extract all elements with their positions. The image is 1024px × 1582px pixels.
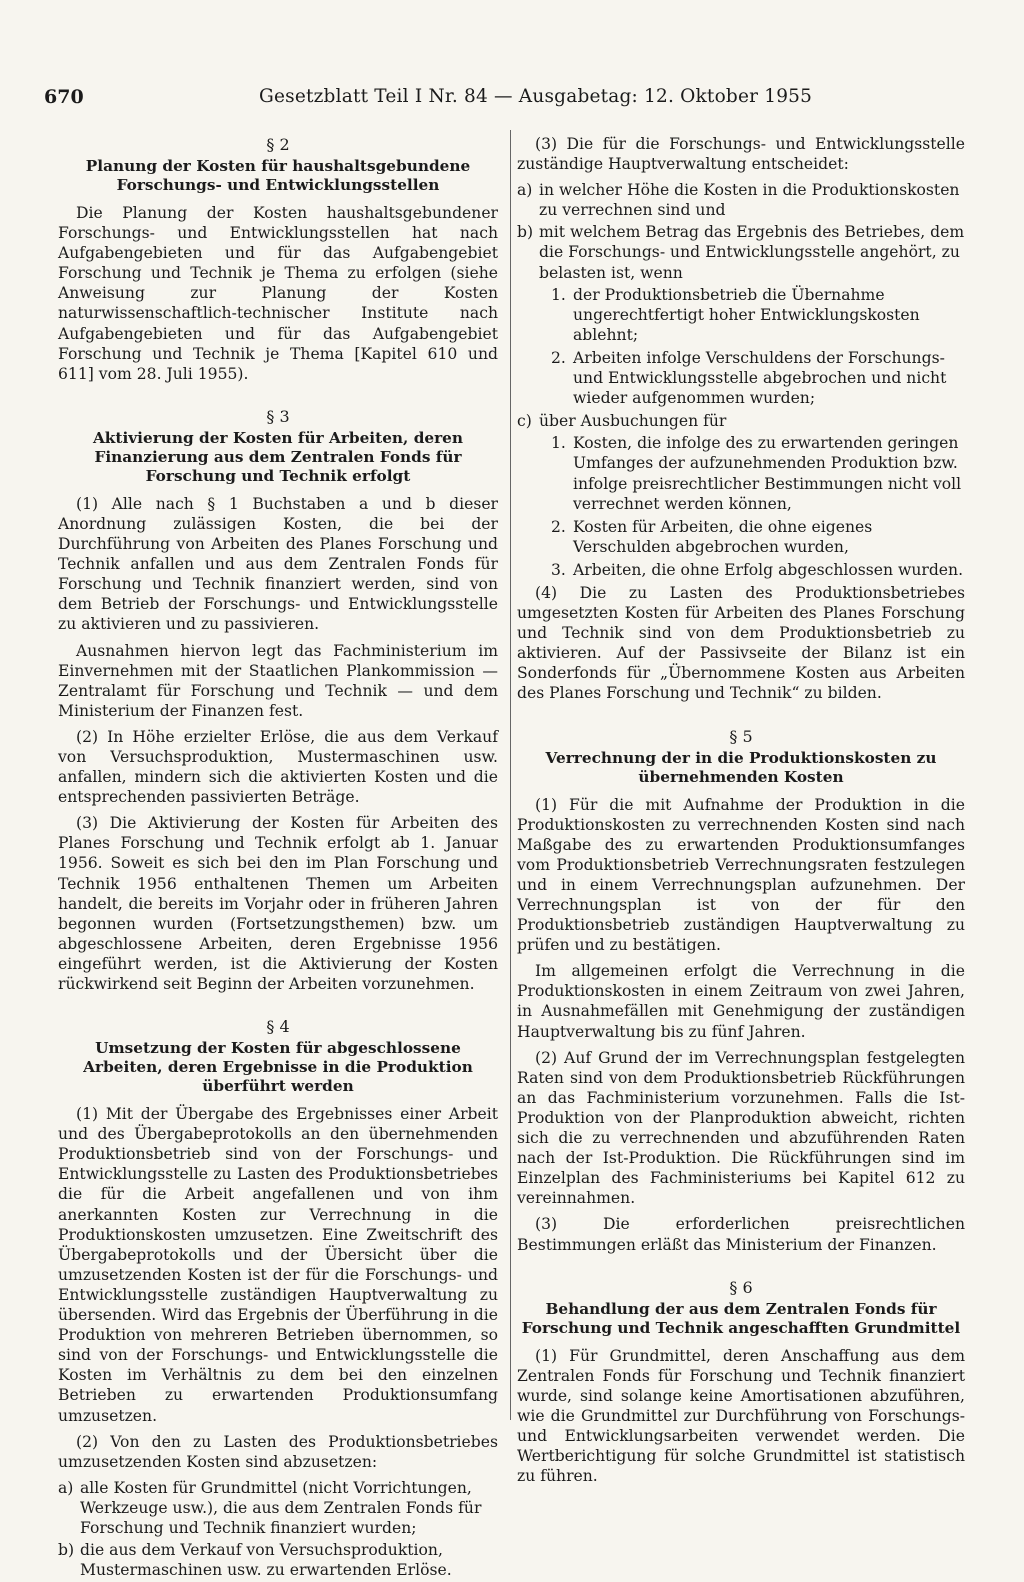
section-3-paragraph-2: Ausnahmen hiervon legt das Fachministerium im Einvernehmen mit der Staatlichen Plankommission — Zentralamt für Forschung und Technik — und dem Ministerium der Finanzen fest. [58,641,498,720]
list-label: a) [58,1478,74,1497]
list-text: Arbeiten infolge Verschuldens der Forschungs- und Entwicklungsstelle abgebrochen und nicht wieder aufgenommen wurden; [573,348,947,408]
list-text: Kosten, die infolge des zu erwartenden geringen Umfanges der aufzunehmenden Produktion bzw. infolge preisrechtlicher Bestimmungen nicht voll verrechnet werden können, [573,434,962,513]
sub-list-item [551,348,965,408]
list-text: Kosten für Arbeiten, die ohne eigenes Verschulden abgebrochen wurden, [573,517,873,556]
column-divider [510,130,511,1420]
list-label: 1. [551,285,566,304]
list-label: 3. [551,560,566,579]
section-6-heading: Behandlung der aus dem Zentralen Fonds für Forschung und Technik angeschafften Grundmittel [521,1299,961,1337]
sub-list-item [551,285,965,345]
section-2-heading: Planung der Kosten für haushaltsgebundene Forschungs- und Entwicklungsstellen [85,157,471,194]
left-column [58,134,498,1582]
sub-list-item [551,560,965,580]
section-3-number: § 3 [266,406,290,426]
section-4-heading: Umsetzung der Kosten für abgeschlossene Arbeiten, deren Ergebnisse in die Produktion überführt werden [83,1039,473,1096]
list-text: alle Kosten für Grundmittel (nicht Vorrichtungen, Werkzeuge usw.), die aus dem Zentralen Fonds für Forschung und Technik finanziert wurden; [80,1478,482,1537]
section-6-number: § 6 [729,1277,753,1297]
list-text: die aus dem Verkauf von Versuchsproduktion, Mustermaschinen usw. zu erwartenden Erlöse. [80,1541,452,1580]
list-text: in welcher Höhe die Kosten in die Produktionskosten zu verrechnen sind und [539,181,960,220]
list-text: über Ausbuchungen für [539,412,727,431]
sub-list-item [551,517,965,557]
section-5-paragraph-4: (3) Die erforderlichen preisrechtlichen Bestimmungen erläßt das Ministerium der Finanzen. [517,1215,965,1254]
list-label: a) [517,181,533,200]
section-3-heading: Aktivierung der Kosten für Arbeiten, deren Finanzierung aus dem Zentralen Fonds für Forschung und Technik erfolgt [92,428,464,485]
sub-list-item [551,433,965,513]
section-4-number: § 4 [266,1017,290,1037]
list-label: b) [58,1541,75,1560]
section-6-paragraph-1: (1) Für Grundmittel, deren Anschaffung aus dem Zentralen Fonds für Forschung und Technik finanziert wurde, sind solange keine Amortisationen abzuführen, wie die Grundmittel zur Durchführung von Forschungs- und Entwicklungsarbeiten verwendet werden. Die Wertberichtigung für solche Grundmittel ist statistisch zu führen. [517,1346,965,1486]
list-text: mit welchem Betrag das Ergebnis des Betriebes, dem die Forschungs- und Entwicklungsstelle angehört, zu belasten ist, wenn [539,223,965,282]
section-5-paragraph-1: (1) Für die mit Aufnahme der Produktion in die Produktionskosten zu verrechnenden Kosten sind nach Maßgabe des zu erwartenden Produktionsumfanges vom Produktionsbetrieb Verrechnungsraten festzulegen und in einem Verrechnungsplan aufzunehmen. Der Verrechnungsplan ist von der für den Produktionsbetrieb zuständigen Hauptverwaltung zu prüfen und zu bestätigen. [517,795,965,955]
list-label: c) [517,412,532,431]
list-item [517,222,965,282]
list-label: b) [517,223,534,242]
section-2-number: § 2 [266,135,290,154]
section-4-paragraph-2: (2) Von den zu Lasten des Produktionsbetriebes umzusetzenden Kosten sind abzusetzen: [58,1432,498,1471]
section-4-paragraph-4: (4) Die zu Lasten des Produktionsbetriebes umgesetzten Kosten für Arbeiten des Planes Forschung und Technik sind von dem Produktionsbetrieb zu aktivieren. Auf der Passivseite der Bilanz ist ein Sonderfonds für „Übernommene Kosten aus Arbeiten des Planes Forschung und Technik“ zu bilden. [517,583,965,703]
page-header [44,86,980,116]
list-text: der Produktionsbetrieb die Übernahme ungerechtfertigt hoher Entwicklungskosten ablehnt; [573,285,920,344]
section-5-paragraph-2: Im allgemeinen erfolgt die Verrechnung in die Produktionskosten in einem Zeitraum von zwei Jahren, in Ausnahmefällen mit Genehmigung der zuständigen Hauptverwaltung bis zu fünf Jahren. [517,962,965,1041]
section-4-paragraph-1: (1) Mit der Übergabe des Ergebnisses einer Arbeit und des Übergabeprotokolls an den übernehmenden Produktionsbetrieb sind von der Forschungs- und Entwicklungsstelle zu Lasten des Produktionsbetriebes die für die Arbeit angefallenen und von ihm anerkannten Kosten zur Verrechnung in die Produktionskosten umzusetzen. Eine Zweitschrift des Übergabeprotokolls und der Übersicht über die umzusetzenden Kosten ist der für die Forschungs- und Entwicklungsstelle zuständigen Hauptverwaltung zu übersenden. Wird das Ergebnis der Überführung in die Produktion von mehreren Betrieben übernommen, so sind von der Forschungs- und Entwicklungsstelle die Kosten im Verhältnis zu dem bei den einzelnen Betrieben zu erwartenden Produktionsumfang umzusetzen. [58,1105,498,1425]
list-label: 1. [551,434,566,453]
running-title: Gesetzblatt Teil I Nr. 84 — Ausgabetag: 12. Oktober 1955 [259,86,813,107]
list-item [517,411,965,431]
section-2-paragraph: Die Planung der Kosten haushaltsgebundener Forschungs- und Entwicklungsstellen hat nach Aufgabengebieten und für das Aufgabengebiet Forschung und Technik je Thema zu erfolgen (siehe Anweisung zur Planung der Kosten naturwissenschaftlich-technischer Institute nach Aufgabengebieten und für das Aufgabengebiet Forschung und Technik je Thema [Kapitel 610 und 611] vom 28. Juli 1955). [58,204,498,383]
section-3-paragraph-3: (2) In Höhe erzielter Erlöse, die aus dem Verkauf von Versuchsproduktion, Mustermaschinen usw. anfallen, mindern sich die aktivierten Kosten und die entsprechenden passivierten Beträge. [58,727,498,807]
section-5-paragraph-3: (2) Auf Grund der im Verrechnungsplan festgelegten Raten sind von dem Produktionsbetrieb Rückführungen an das Fachministerium vorzunehmen. Falls die Ist-Produktion von der Planproduktion abweicht, richten sich die zu verrechnenden und abzuführenden Raten nach der Ist-Produktion. Die Rückführungen sind im Einzelplan des Fachministeriums bei Kapitel 612 zu vereinnahmen. [517,1048,965,1208]
list-label: 2. [551,348,566,367]
page-number: 670 [44,86,84,108]
list-item [58,1478,498,1538]
list-item [58,1540,498,1580]
section-3-paragraph-4: (3) Die Aktivierung der Kosten für Arbeiten des Planes Forschung und Technik erfolgt ab 1. Januar 1956. Soweit es sich bei den im Plan Forschung und Technik 1956 enthaltenen Themen um Arbeiten handelt, die bereits im Vorjahr oder in früheren Jahren begonnen wurden (Fortsetzungsthemen) bzw. um abgeschlossene Arbeiten, deren Ergebnisse 1956 eingeführt werden, ist die Aktivierung der Kosten rückwirkend seit Beginn der Arbeiten vorzunehmen. [58,814,498,993]
list-label: 2. [551,517,566,536]
list-text: Arbeiten, die ohne Erfolg abgeschlossen wurden. [573,560,964,579]
section-3-paragraph-1: (1) Alle nach § 1 Buchstaben a und b dieser Anordnung zulässigen Kosten, die bei der Durchführung von Arbeiten des Planes Forschung und Technik anfallen und aus dem Zentralen Fonds für Forschung und Technik finanziert werden, sind von dem Betrieb der Forschungs- und Entwicklungsstelle zu aktivieren und zu passivieren. [58,494,498,634]
right-column [517,134,965,1492]
section-5-number: § 5 [729,726,753,746]
list-item [517,180,965,220]
section-4-paragraph-3: (3) Die für die Forschungs- und Entwicklungsstelle zuständige Hauptverwaltung entscheidet: [517,135,965,174]
section-5-heading: Verrechnung der in die Produktionskosten zu übernehmenden Kosten [545,748,937,786]
